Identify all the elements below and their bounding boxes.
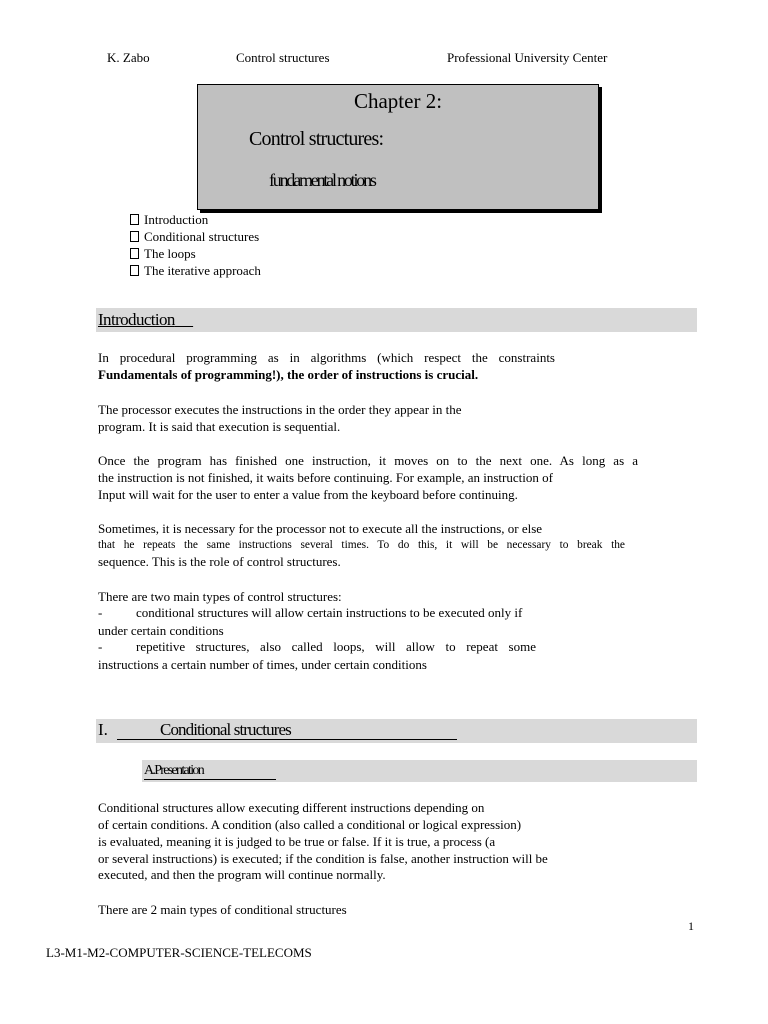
intro-paragraph-4-line-3: sequence. This is the role of control structures. bbox=[98, 554, 341, 569]
chapter-number: Chapter 2: bbox=[353, 89, 443, 113]
section-1-numeral: I. bbox=[98, 720, 108, 739]
intro-paragraph-4-line-2: that he repeats the same instructions several times. To do this, it will be necessary to break the bbox=[98, 539, 625, 551]
bullet-1-line-2: under certain conditions bbox=[98, 623, 224, 638]
checkbox-icon bbox=[130, 214, 139, 225]
outline-item: Conditional structures bbox=[130, 228, 261, 245]
intro-paragraph-3-line-1: Once the program has finished one instruction, it moves on to the next one. As long as a bbox=[98, 453, 638, 468]
intro-paragraph-5: There are two main types of control structures: bbox=[98, 589, 342, 604]
intro-paragraph-2-line-1: The processor executes the instructions in the order they appear in the bbox=[98, 402, 462, 417]
chapter-title: Control structures: bbox=[249, 128, 384, 150]
header-author: K. Zabo bbox=[107, 50, 150, 65]
bullet-2-line-1: repetitive structures, also called loops, will allow to repeat some bbox=[136, 639, 536, 654]
page-number: 1 bbox=[688, 919, 694, 933]
chapter-title-box bbox=[197, 84, 599, 210]
header-institution: Professional University Center bbox=[447, 50, 608, 65]
introduction-heading: Introduction bbox=[98, 310, 175, 329]
intro-paragraph-1-line-1: In procedural programming as in algorithms (which respect the constraints bbox=[98, 350, 555, 365]
bullet-dash: - bbox=[98, 605, 103, 620]
header-topic: Control structures bbox=[236, 50, 330, 65]
section-1-paragraph-line-1: Conditional structures allow executing different instructions depending on bbox=[98, 800, 485, 815]
outline-item: Introduction bbox=[130, 211, 261, 228]
section-1-paragraph-line-3: is evaluated, meaning it is judged to be true or false. If it is true, a process (a bbox=[98, 834, 496, 849]
bullet-dash: - bbox=[98, 639, 103, 654]
outline-item: The iterative approach bbox=[130, 262, 261, 279]
section-1-paragraph-line-2: of certain conditions. A condition (also called a conditional or logical expression) bbox=[98, 817, 522, 832]
page-footer: L3-M1-M2-COMPUTER-SCIENCE-TELECOMS bbox=[46, 945, 312, 960]
subsection-a-underline bbox=[144, 779, 276, 780]
section-1-heading: Conditional structures bbox=[160, 720, 291, 739]
bullet-2-line-2: instructions a certain number of times, under certain conditions bbox=[98, 657, 427, 672]
intro-paragraph-3-line-3: Input will wait for the user to enter a value from the keyboard before continuing. bbox=[98, 487, 518, 502]
section-1-paragraph-line-4: or several instructions) is executed; if the condition is false, another instruction will be bbox=[98, 851, 548, 866]
intro-paragraph-4-line-1: Sometimes, it is necessary for the processor not to execute all the instructions, or else bbox=[98, 521, 543, 536]
chapter-outline bbox=[130, 211, 261, 279]
bullet-1-line-1: conditional structures will allow certain instructions to be executed only if bbox=[136, 605, 523, 620]
intro-paragraph-1-line-2: Fundamentals of programming!), the order of instructions is crucial. bbox=[98, 367, 479, 382]
intro-paragraph-2-line-2: program. It is said that execution is sequential. bbox=[98, 419, 341, 434]
subsection-a-heading: A.Presentation bbox=[144, 763, 204, 778]
section-1-paragraph-line-5: executed, and then the program will continue normally. bbox=[98, 867, 386, 882]
intro-paragraph-3-line-2: the instruction is not finished, it waits before continuing. For example, an instruction of bbox=[98, 470, 553, 485]
checkbox-icon bbox=[130, 248, 139, 259]
chapter-subtitle: fundamental notions bbox=[269, 170, 375, 190]
checkbox-icon bbox=[130, 231, 139, 242]
section-1-paragraph-2: There are 2 main types of conditional structures bbox=[98, 902, 347, 917]
outline-item: The loops bbox=[130, 245, 261, 262]
checkbox-icon bbox=[130, 265, 139, 276]
